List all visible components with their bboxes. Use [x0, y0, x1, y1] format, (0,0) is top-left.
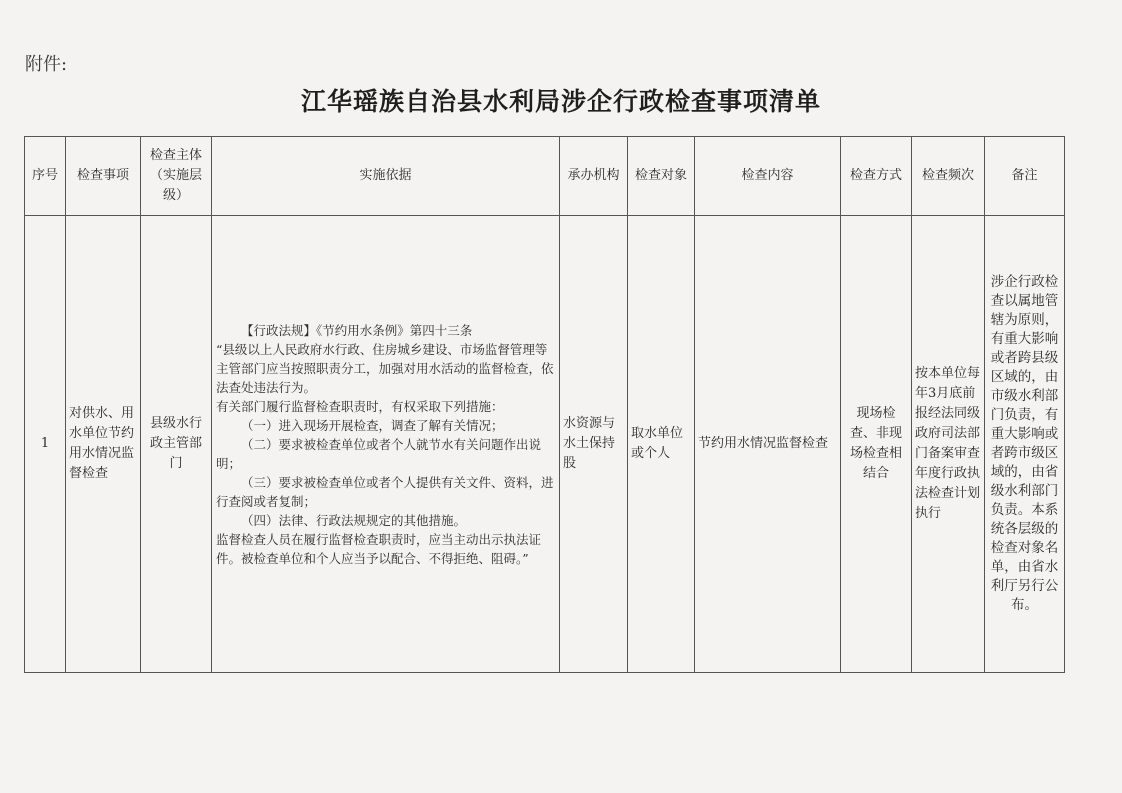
header-item: 检查事项 — [66, 137, 141, 216]
cell-item: 对供水、用水单位节约用水情况监督检查 — [66, 216, 141, 673]
basis-line: （二）要求被检查单位或者个人就节水有关问题作出说明； — [216, 436, 542, 471]
cell-target: 取水单位或个人 — [628, 216, 695, 673]
header-subject — [141, 137, 212, 216]
basis-line: 监督检查人员在履行监督检查职责时，应当主动出示执法证件。被检查单位和个人应当予以配合、不得拒绝、阻碍。” — [216, 531, 542, 566]
basis-line: （一）进入现场开展检查，调查了解有关情况； — [241, 417, 504, 433]
header-remark: 备注 — [985, 137, 1065, 216]
table-header-row — [25, 137, 1065, 216]
header-target: 检查对象 — [628, 137, 695, 216]
header-subject-line2: （实施层级） — [149, 168, 202, 203]
header-subject-line1: 检查主体 — [149, 148, 202, 163]
table-row — [25, 216, 1065, 673]
basis-line: （三）要求被检查单位或者个人提供有关文件、资料，进行查阅或者复制； — [216, 474, 554, 509]
basis-line: （四）法律、行政法规规定的其他措施。 — [241, 512, 467, 528]
attachment-label: 附件: — [25, 54, 68, 75]
cell-remark: 涉企行政检查以属地管辖为原则，有重大影响或者跨县级区域的，由市级水利部门负责，有重大影响或者跨市级区域的，由省级水利部门负责。本系统各层级的检查对象名单，由省水利厅另行公布。 — [985, 216, 1065, 673]
header-seq: 序号 — [25, 137, 66, 216]
inspection-table — [24, 136, 1065, 673]
basis-line: “县级以上人民政府水行政、住房城乡建设、市场监督管理等主管部门应当按照职责分工，加强对用水活动的监督检查，依法查处违法行为。 — [216, 341, 554, 395]
cell-basis — [212, 216, 560, 673]
basis-line: 【行政法规】《节约用水条例》第四十三条 — [241, 322, 473, 338]
cell-subject: 县级水行政主管部门 — [141, 216, 212, 673]
cell-frequency: 按本单位每年3月底前报经法同级政府司法部门备案审查年度行政执法检查计划执行 — [912, 216, 985, 673]
header-basis: 实施依据 — [212, 137, 560, 216]
header-content: 检查内容 — [695, 137, 841, 216]
cell-agency: 水资源与水土保持股 — [560, 216, 628, 673]
cell-content: 节约用水情况监督检查 — [695, 216, 841, 673]
header-agency: 承办机构 — [560, 137, 628, 216]
cell-seq: 1 — [25, 216, 66, 673]
header-method: 检查方式 — [841, 137, 912, 216]
header-frequency: 检查频次 — [912, 137, 985, 216]
document-title: 江华瑶族自治县水利局涉企行政检查事项清单 — [300, 87, 821, 116]
cell-method: 现场检查、非现场检查相结合 — [841, 216, 912, 673]
basis-line: 有关部门履行监督检查职责时，有权采取下列措施： — [216, 398, 504, 414]
